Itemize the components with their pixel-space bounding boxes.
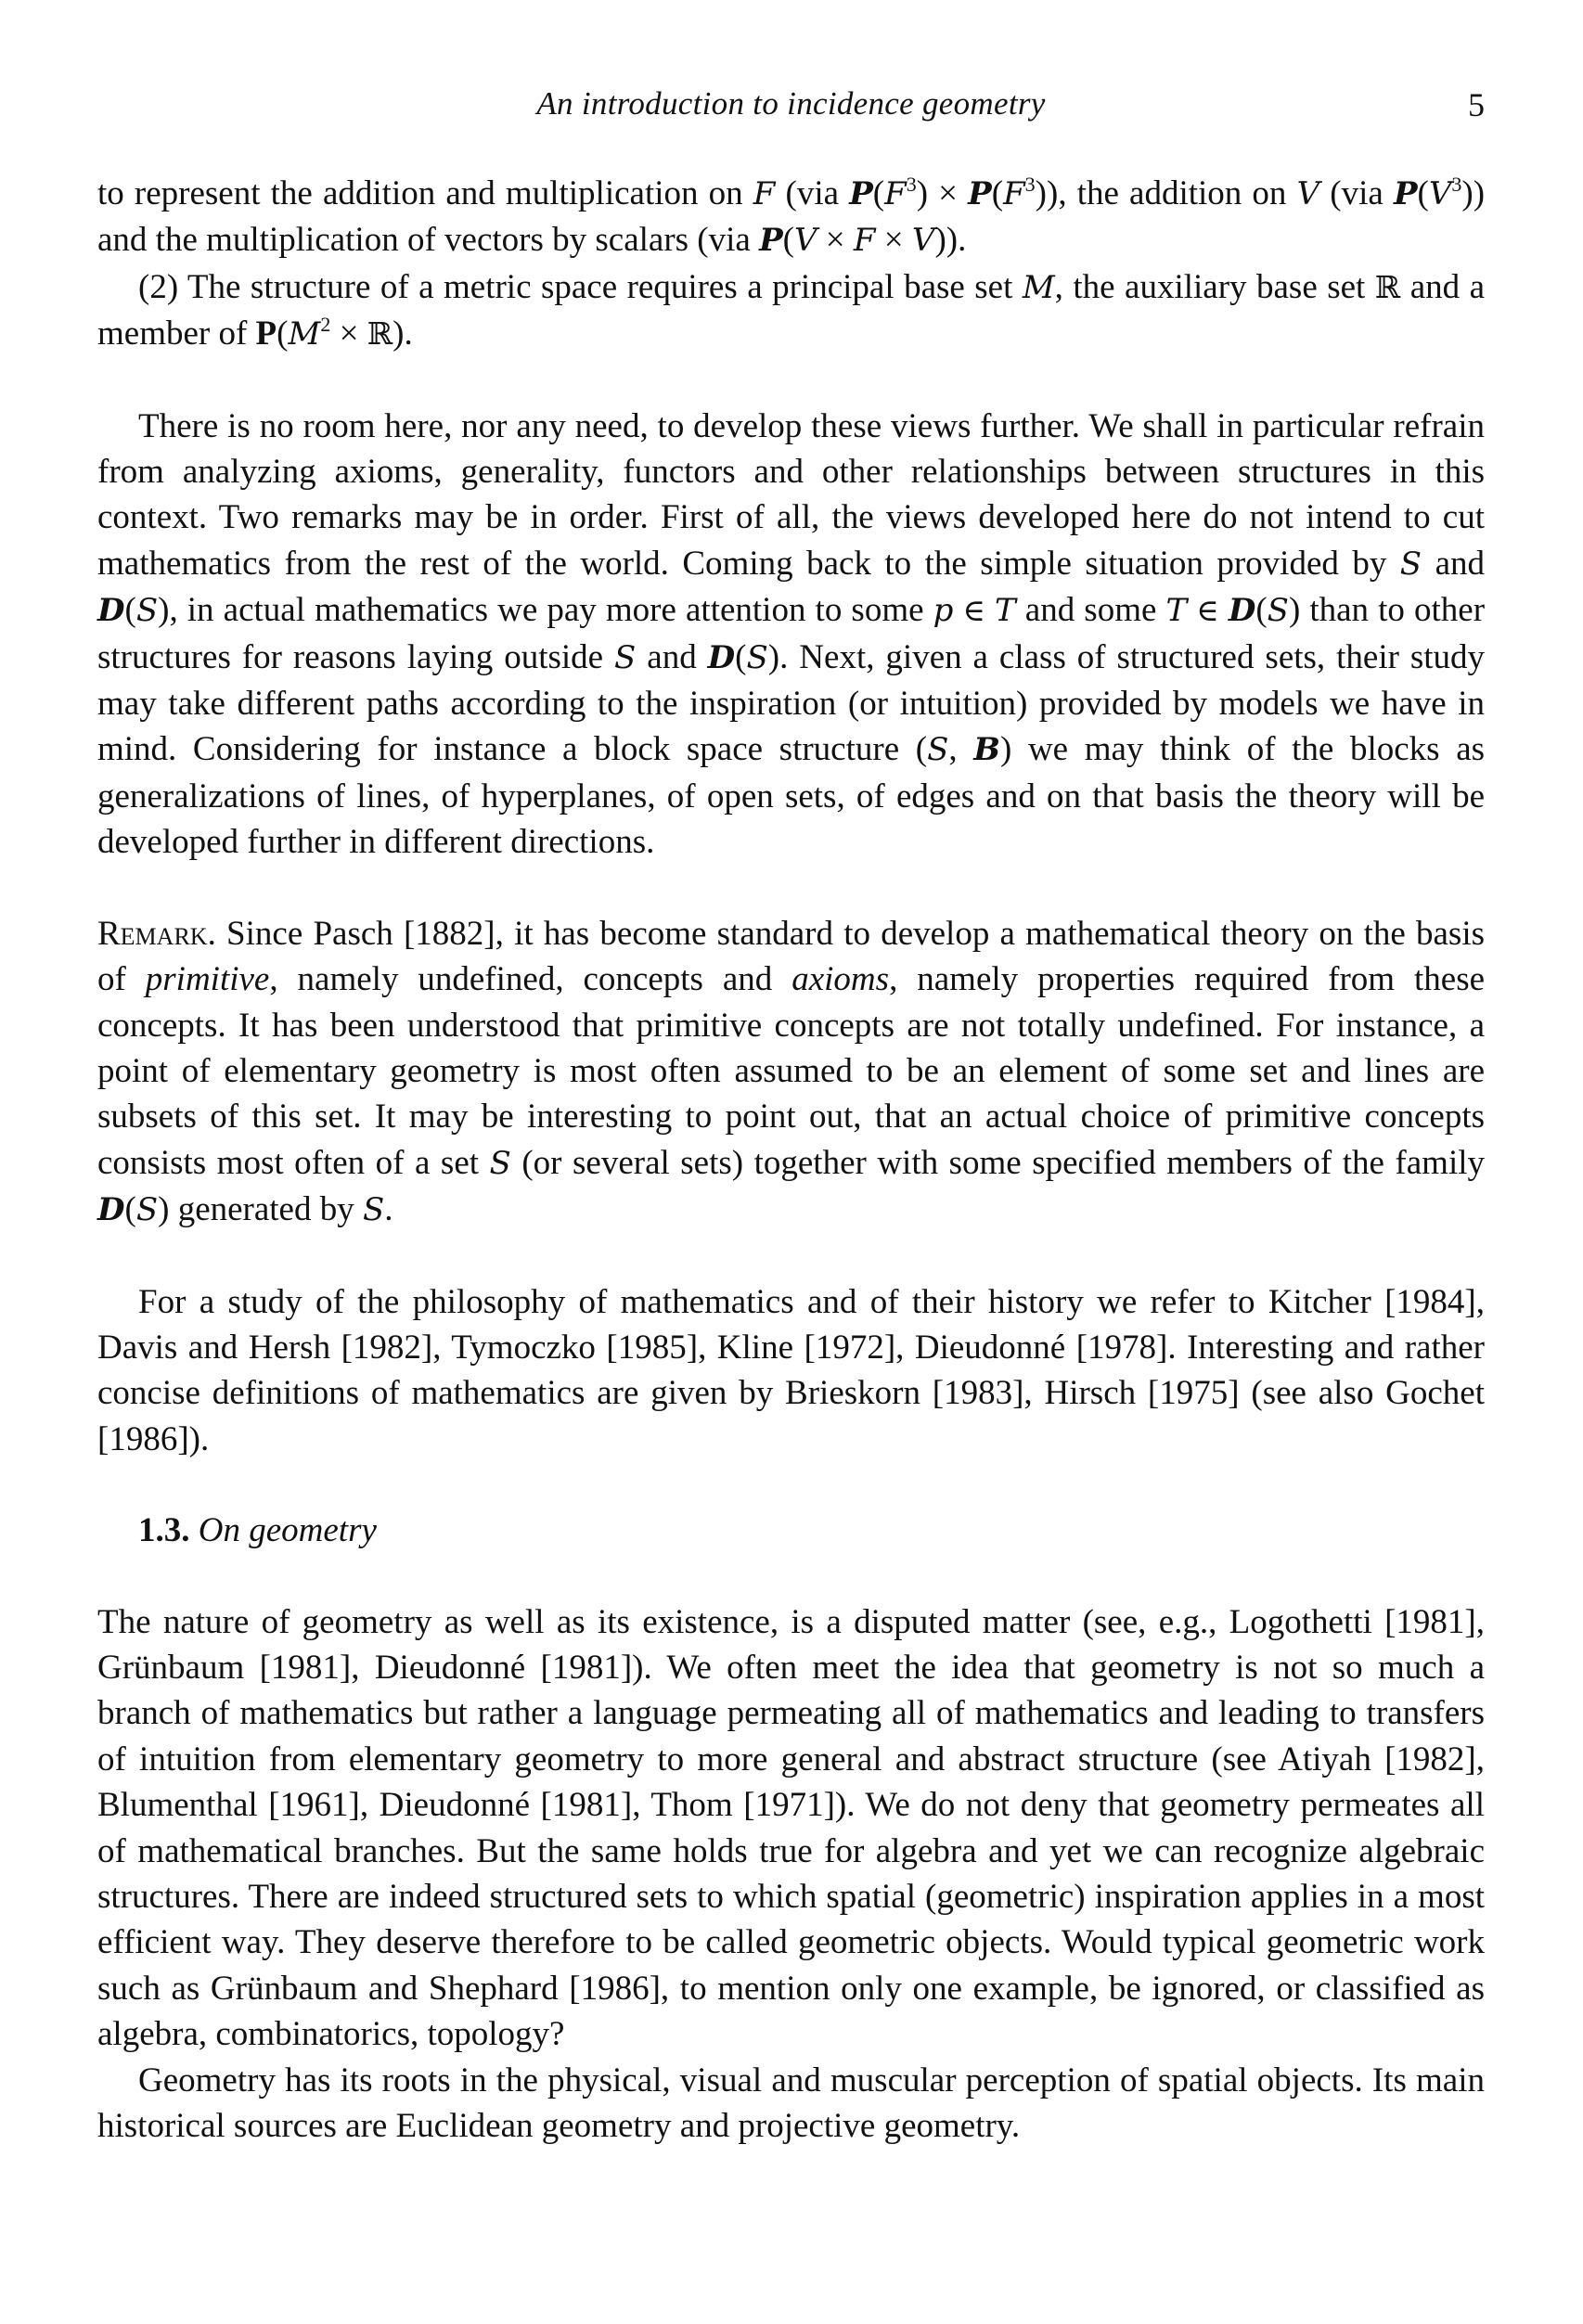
running-title: An introduction to incidence geometry	[536, 85, 1046, 122]
paragraph-continuation: to represent the addition and multiplication on F (via $P(F^3) \times P(F^3)$), the addition on V (via $P(V^3)$) and the multiplication of vectors by scalars (via P(V × F × V)).	[97, 173, 1486, 260]
section-heading	[97, 1508, 1485, 1553]
page-number: 5	[1468, 86, 1485, 123]
paragraph-views: There is no room here, nor any need, to develop these views further. We shall in particular refrain from analyzing axioms, generality, functors and other relationships between structures in this context. Two remarks may be in order. First of all, the views developed here do not intend to cut mathematics from the rest of the world. Coming back to the simple situation provided by S and D(S), in actual mathematics we pay more attention to some p ∈ T and some T ∈ D(S) than to other structures for reasons laying outside S and D(S). Next, given a class of structured sets, their study may take different paths according to the inspiration (or intuition) provided by models we have in mind. Considering for instance a block space structure (S, B) we may think of the blocks as generalizations of lines, of hyperplanes, of open sets, of edges and on that basis the theory will be developed further in different directions.	[97, 406, 1486, 862]
section-title: On geometry	[198, 1511, 377, 1550]
paragraph-philosophy: For a study of the philosophy of mathematics and of their history we refer to Kitcher [1984], Davis and Hersh [1982], Tymoczko [1985], Kline [1972], Dieudonné [1978]. Interesting and rather concise definitions of mathematics are given by Brieskorn [1983], Hirsch [1975] (see also Gochet [1986]).	[97, 1282, 1485, 1458]
body-text	[97, 171, 1485, 2149]
section-number: 1.3.	[138, 1511, 190, 1550]
paragraph-remark: Remark. Since Pasch [1882], it has become standard to develop a mathematical theory on the basis of primitive, namely undefined, concepts and axioms, namely properties required from these concepts. It has been understood that primitive concepts are not totally undefined. For instance, a point of elementary geometry is most often assumed to be an element of some set and lines are subsets of this set. It may be interesting to point out, that an actual choice of primitive concepts consists most often of a set S (or several sets) together with some specified members of the family D(S) generated by S.	[97, 914, 1486, 1229]
remark-label: Remark.	[97, 914, 216, 953]
running-head	[97, 85, 1485, 130]
paragraph-nature-of-geometry: The nature of geometry as well as its existence, is a disputed matter (see, e.g., Logothetti [1981], Grünbaum [1981], Dieudonné [1981]). We often meet the idea that geometry is not so much a branch of mathematics but rather a language permeating all of mathematics and leading to transfers of intuition from elementary geometry to more general and abstract structure (see Atiyah [1982], Blumenthal [1961], Dieudonné [1981], Thom [1971]). We do not deny that geometry permeates all of mathematical branches. But the same holds true for algebra and yet we can recognize algebraic structures. There are indeed structured sets to which spatial (geometric) inspiration applies in a most efficient way. They deserve therefore to be called geometric objects. Would typical geometric work such as Grünbaum and Shephard [1986], to mention only one example, be ignored, or classified as algebra, combinatorics, topology?	[97, 1602, 1485, 2054]
paragraph-metric-space: (2) The structure of a metric space requires a principal base set M, the auxiliary base set ℝ and a member of $P(M^2$ × ℝ).	[97, 267, 1486, 353]
paragraph-roots: Geometry has its roots in the physical, visual and muscular perception of spatial objects. Its main historical sources are Euclidean geometry and projective geometry.	[97, 2061, 1485, 2146]
